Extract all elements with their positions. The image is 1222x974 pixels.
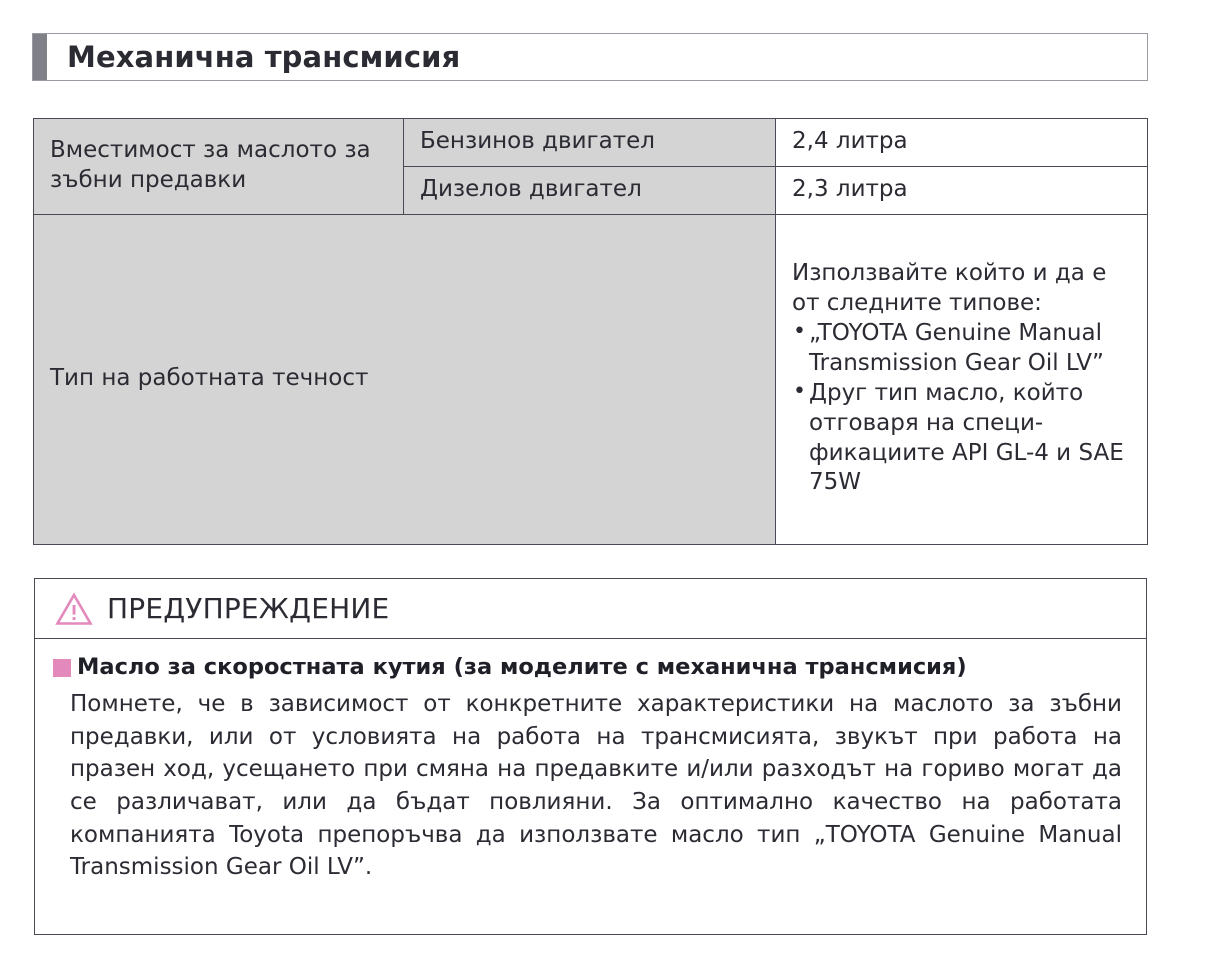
table-row xyxy=(34,214,1148,544)
fluid-type-label: Тип на работната течност xyxy=(34,214,776,544)
pink-square-bullet-icon xyxy=(53,659,71,677)
table-row xyxy=(34,119,1148,167)
warning-title: ПРЕДУПРЕЖДЕНИЕ xyxy=(107,592,390,625)
warning-paragraph: Помнете, че в зависимост от конкретните характеристики на маслото за зъбни предавки, или от условията на работа на трансмисията, звукът при работа на празен ход, усещането при смяна на предавките и/или разходът на гориво могат да се различават, или да бъдат повлияни. За оптимално качество на работата компанията Toyota препоръчва да използвате масло тип „TOYOTA Genuine Manual Transmission Gear Oil LV”. xyxy=(70,691,1122,881)
section-title-bar xyxy=(32,33,1148,81)
title-accent-bar xyxy=(33,34,47,80)
capacity-label: Вместимост за маслото за зъбни предавки xyxy=(34,119,404,215)
fluid-type-value xyxy=(776,214,1148,544)
page-title: Механична трансмисия xyxy=(67,40,461,74)
warning-panel xyxy=(34,578,1147,935)
warning-subtitle: Масло за скоростната кутия (за моделите с механична трансмисия) xyxy=(77,654,967,680)
engine-type-diesel: Дизелов двигател xyxy=(404,166,776,214)
capacity-value-diesel: 2,3 литра xyxy=(776,166,1148,214)
warning-body xyxy=(35,639,1146,884)
list-item: • Друг тип масло, който отговаря на специ-фикациите API GL-4 и SAE 75W xyxy=(792,379,1135,499)
warning-triangle-icon xyxy=(55,592,93,626)
capacity-value-petrol: 2,4 литра xyxy=(776,119,1148,167)
list-item: • „TOYOTA Genuine Manual Transmission Gear Oil LV” xyxy=(792,319,1135,379)
specification-table xyxy=(33,118,1148,545)
fluid-type-list xyxy=(792,319,1135,498)
warning-header xyxy=(35,579,1146,639)
warning-subtitle-row xyxy=(53,653,1124,681)
fluid-type-intro: Използвайте който и да е от следните типове: xyxy=(792,260,1107,317)
engine-type-petrol: Бензинов двигател xyxy=(404,119,776,167)
